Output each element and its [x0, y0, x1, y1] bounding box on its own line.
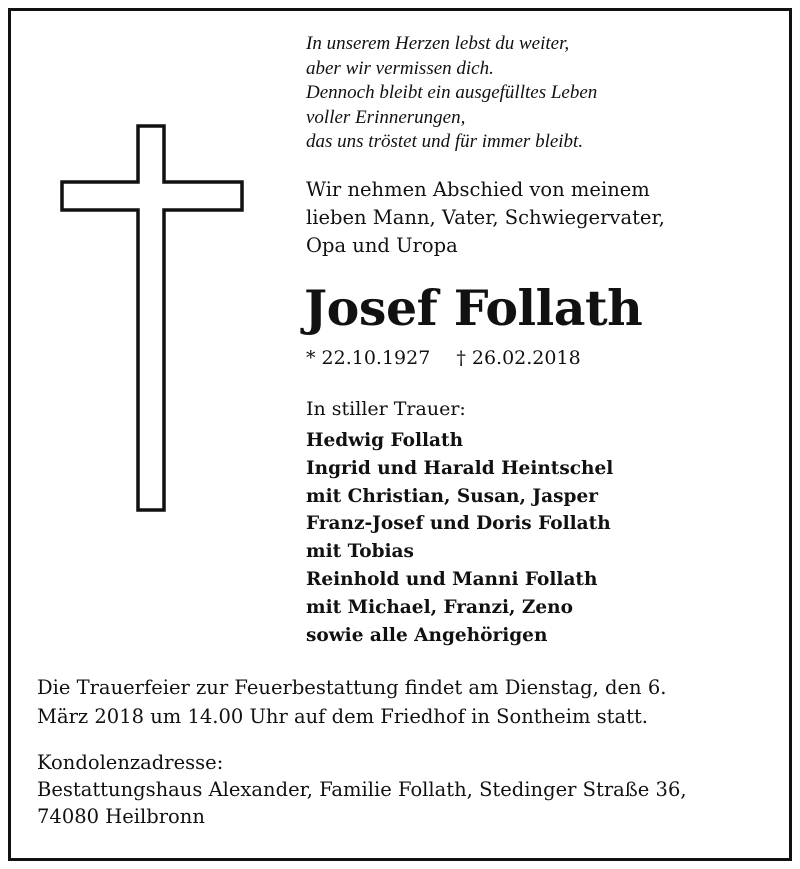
mourners-heading: In stiller Trauer:	[306, 398, 466, 420]
poem-line: voller Erinnerungen,	[306, 106, 466, 128]
condolence-heading: Kondolenzadresse:	[37, 751, 224, 774]
poem-line: aber wir vermissen dich.	[306, 57, 494, 79]
mourner-line: sowie alle Angehörigen	[306, 624, 548, 646]
mourner-line: Hedwig Follath	[306, 430, 464, 451]
cross-outline	[62, 126, 242, 510]
mourner-line: mit Christian, Susan, Jasper	[306, 485, 598, 507]
intro-line: Wir nehmen Abschied von meinem	[306, 178, 650, 201]
mourner-line: mit Tobias	[306, 541, 414, 563]
mourner-line: Franz-Josef und Doris Follath	[306, 513, 611, 535]
farewell-intro	[306, 176, 665, 260]
intro-line: lieben Mann, Vater, Schwiegervater,	[306, 206, 665, 229]
mourner-line: mit Michael, Franzi, Zeno	[306, 596, 573, 618]
condolence-address	[37, 749, 687, 830]
death-date: † 26.02.2018	[456, 347, 581, 369]
service-line: März 2018 um 14.00 Uhr auf dem Friedhof in Sontheim statt.	[37, 705, 648, 728]
poem-line: In unserem Herzen lebst du weiter,	[306, 33, 570, 54]
poem-verse	[306, 32, 597, 155]
poem-line: Dennoch bleibt ein ausgefülltes Leben	[306, 82, 598, 103]
condolence-line: 74080 Heilbronn	[37, 805, 205, 828]
mourners-list	[306, 427, 613, 649]
mourner-line: Reinhold und Manni Follath	[306, 568, 598, 590]
deceased-name: Josef Follath	[304, 279, 643, 337]
poem-line: das uns tröstet und für immer bleibt.	[306, 131, 584, 152]
service-line: Die Trauerfeier zur Feuerbestattung findet am Dienstag, den 6.	[37, 676, 667, 699]
condolence-line: Bestattungshaus Alexander, Familie Follath, Stedinger Straße 36,	[37, 778, 687, 801]
birth-date: * 22.10.1927	[306, 347, 431, 369]
intro-line: Opa und Uropa	[306, 234, 458, 257]
life-dates	[306, 345, 581, 371]
funeral-service-notice	[37, 673, 666, 731]
cross-icon	[60, 124, 246, 514]
mourner-line: Ingrid und Harald Heintschel	[306, 457, 614, 479]
